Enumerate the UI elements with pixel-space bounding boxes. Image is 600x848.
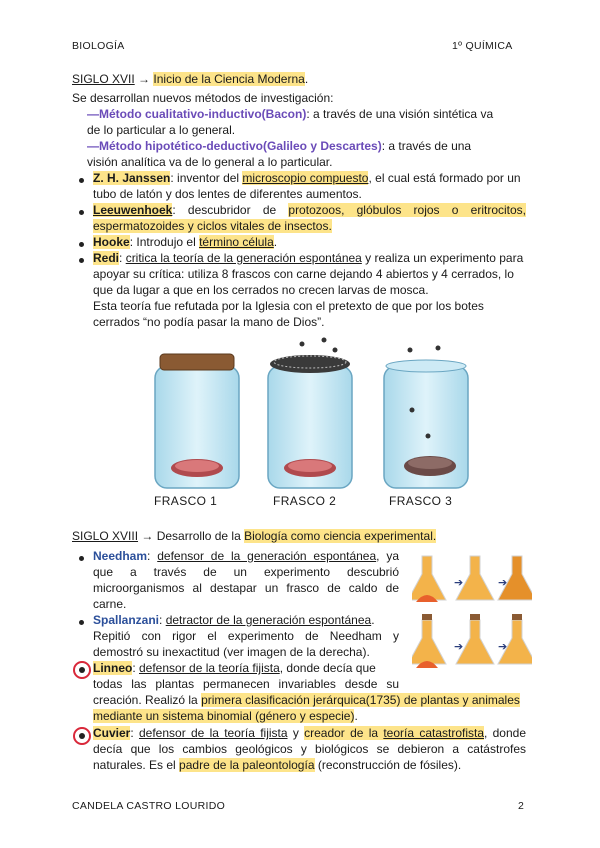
item-cuvier: Cuvier: defensor de la teoría fijista y creador de la teoría catastrofista, donde <box>93 726 527 740</box>
bullet-icon <box>79 210 84 215</box>
svg-text:➔: ➔ <box>454 576 464 589</box>
item-janssen-line2: tubo de latón y dos lentes de diferentes aumentos. <box>93 187 362 201</box>
svg-text:➔: ➔ <box>498 576 508 589</box>
svg-text:➔: ➔ <box>454 640 464 653</box>
section-xvii-subtitle: Inicio de la Ciencia Moderna <box>153 72 305 86</box>
item-spallanzani: Spallanzani: detractor de la generación espontánea. <box>93 613 375 627</box>
item-linneo-line2: todas las plantas permanecen invariables desde su <box>93 677 399 691</box>
jar-open <box>384 346 468 489</box>
svg-text:➔: ➔ <box>498 640 508 653</box>
item-redi-line2: apoyar su crítica: utiliza 8 frascos con carne dejando 4 abiertos y 4 cerrados, lo <box>93 267 514 281</box>
method-deductive: —Método hipotético-deductivo(Galileo y Descartes): a través de una <box>87 139 472 153</box>
intro-text: Se desarrollan nuevos métodos de investigación: <box>72 91 334 105</box>
jar-netted <box>268 338 352 489</box>
method-deductive-line2: visión analítica va de lo general a lo particular. <box>87 155 333 169</box>
item-redi-line4: Esta teoría fue refutada por la Iglesia con el pretexto de que por los botes <box>93 299 484 313</box>
item-spallanzani-line3: demostró su inexactitud (ver imagen de la derecha). <box>93 645 370 659</box>
redi-jars-illustration <box>140 336 480 516</box>
spallanzani-flasks-illustration <box>412 546 532 674</box>
item-cuvier-line3: naturales. Es el padre de la paleontología (reconstrucción de fósiles). <box>93 758 462 772</box>
item-redi-line3: que da lugar a que en los cerrados no crecen larvas de mosca. <box>93 283 429 297</box>
item-linneo: Linneo: defensor de la teoría fijista, donde decía que <box>93 661 376 675</box>
method-inductive-line2: de lo particular a lo general. <box>87 123 236 137</box>
flask-row-sealed <box>412 614 532 668</box>
header-course: 1º QUÍMICA <box>452 40 513 52</box>
bullet-icon <box>79 556 84 561</box>
section-xviii-title: SIGLO XVIII <box>72 529 139 543</box>
item-leeuwenhoek-line2: espermatozoides y ciclos vitales de insectos. <box>93 219 332 233</box>
item-linneo-line4: mediante un sistema binomial (género y especie). <box>93 709 358 723</box>
item-hooke: Hooke: Introdujo el término célula. <box>93 235 278 249</box>
flask-row-open <box>412 556 532 602</box>
jar-closed <box>155 354 239 488</box>
footer-author: CANDELA CASTRO LOURIDO <box>72 800 226 812</box>
item-cuvier-line2: decía que los cambios geológicos y biológicos se debieron a catástrofes <box>93 742 526 756</box>
arrow-icon: → <box>141 529 154 543</box>
jar-label-1: FRASCO 1 <box>154 494 218 508</box>
method-inductive: —Método cualitativo-inductivo(Bacon): a través de una visión sintética va <box>87 107 494 121</box>
red-circle-mark-icon <box>73 727 91 745</box>
red-circle-mark-icon <box>73 661 91 679</box>
header-subject: BIOLOGÍA <box>72 40 125 52</box>
section-xviii-heading: SIGLO XVIII → Desarrollo de la Biología como ciencia experimental. <box>72 529 437 543</box>
bullet-icon <box>79 242 84 247</box>
item-needham-line3: microorganismos al destapar un frasco de caldo de <box>93 581 399 595</box>
jar-label-2: FRASCO 2 <box>273 494 337 508</box>
bullet-icon <box>79 178 84 183</box>
item-janssen: Z. H. Janssen: inventor del microscopio compuesto, el cual está formado por un <box>93 171 521 185</box>
section-xvii-heading: SIGLO XVII → Inicio de la Ciencia Moderna. <box>72 72 309 86</box>
item-needham: Needham: defensor de la generación espontánea, ya <box>93 549 400 563</box>
page-number: 2 <box>518 800 525 812</box>
bullet-icon <box>79 620 84 625</box>
item-redi: Redi: critica la teoría de la generación espontánea y realiza un experimento para <box>93 251 524 265</box>
item-needham-line2: que a través de un experimento descubrió <box>93 565 399 579</box>
section-xvii-title: SIGLO XVII <box>72 72 135 86</box>
arrow-icon: → <box>138 72 151 86</box>
bullet-icon <box>79 258 84 263</box>
item-spallanzani-line2: Repitió con rigor el experimento de Needham y <box>93 629 399 643</box>
item-redi-line5: cerrados “no podía pasar la mano de Dios”. <box>93 315 325 329</box>
jar-label-3: FRASCO 3 <box>389 494 453 508</box>
item-leeuwenhoek: Leeuwenhoek: descubridor de protozoos, glóbulos rojos o eritrocitos, <box>93 203 527 217</box>
item-linneo-line3: creación. Realizó la primera clasificación jerárquica(1735) de plantas y animales <box>93 693 520 707</box>
item-needham-line4: carne. <box>93 597 127 611</box>
